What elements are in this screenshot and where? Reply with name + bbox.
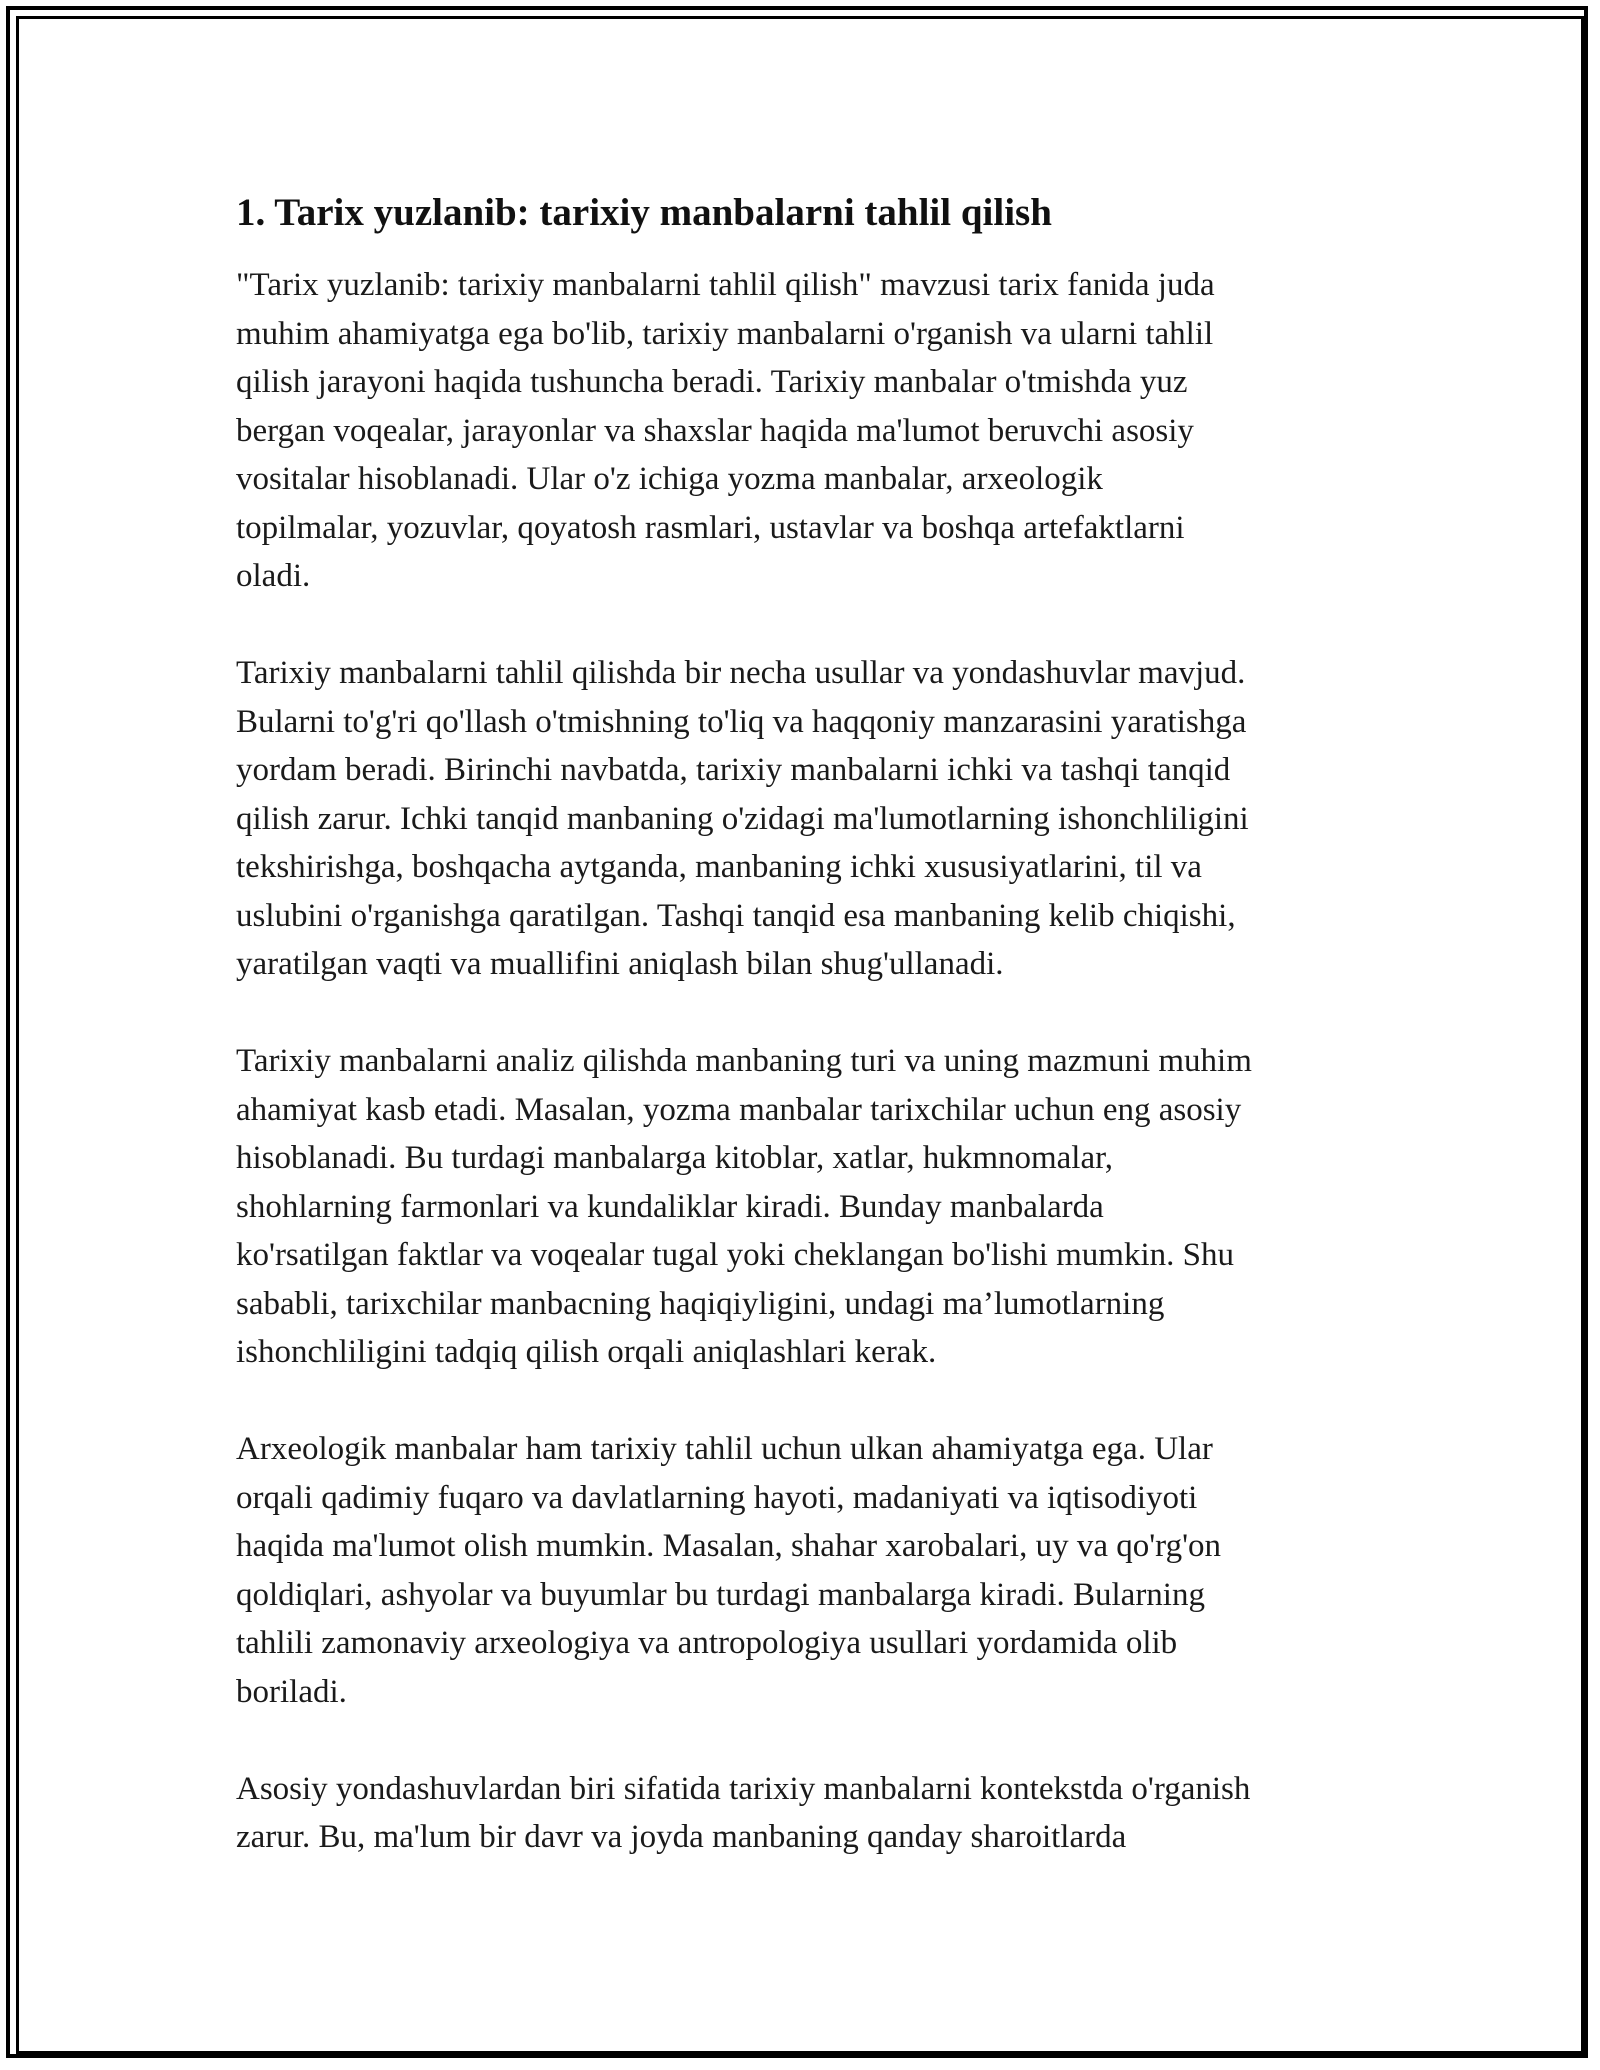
text-line: hisoblanadi. Bu turdagi manbalarga kitoblar, xatlar, hukmnomalar, xyxy=(236,1140,1114,1176)
text-line: Asosiy yondashuvlardan biri sifatida tarixiy manbalarni kontekstda o'rganish xyxy=(236,1770,1251,1807)
text-line: ishonchliligini tadqiq qilish orqali aniqlashlari kerak. xyxy=(236,1334,937,1370)
text-line: orqali qadimiy fuqaro va davlatlarning hayoti, madaniyati va iqtisodiyoti xyxy=(236,1479,1198,1516)
text-line: shohlarning farmonlari va kundaliklar kiradi. Bunday manbalarda xyxy=(236,1188,1104,1225)
text-line: oladi. xyxy=(236,558,311,594)
text-line: sababli, tarixchilar manbacning haqiqiyligini, undagi ma’lumotlarning xyxy=(236,1285,1165,1322)
paragraph-4 xyxy=(236,1425,1376,1716)
text-line: Arxeologik manbalar ham tarixiy tahlil uchun ulkan ahamiyatga ega. Ular xyxy=(236,1431,1213,1467)
paragraph-1 xyxy=(236,261,1376,601)
text-line: ahamiyat kasb etadi. Masalan, yozma manbalar tarixchilar uchun eng asosiy xyxy=(236,1091,1242,1128)
text-line: ko'rsatilgan faktlar va voqealar tugal yoki cheklangan bo'lishi mumkin. Shu xyxy=(236,1237,1234,1273)
text-line: tahlili zamonaviy arxeologiya va antropologiya usullari yordamida olib xyxy=(236,1625,1178,1661)
paragraph-2 xyxy=(236,649,1376,989)
text-line: bergan voqealar, jarayonlar va shaxslar haqida ma'lumot beruvchi asosiy xyxy=(236,412,1194,449)
text-line: yordam beradi. Birinchi navbatda, tarixiy manbalarni ichki va tashqi tanqid xyxy=(236,752,1231,788)
text-line: topilmalar, yozuvlar, qoyatosh rasmlari, ustavlar va boshqa artefaktlarni xyxy=(236,509,1185,546)
text-line: qilish zarur. Ichki tanqid manbaning o'zidagi ma'lumotlarning ishonchliligini xyxy=(236,800,1249,837)
text-line: boriladi. xyxy=(236,1673,347,1710)
document-body xyxy=(236,185,1376,1910)
section-heading: 1. Tarix yuzlanib: tarixiy manbalarni tahlil qilish xyxy=(236,191,1052,234)
text-line: muhim ahamiyatga ega bo'lib, tarixiy manbalarni o'rganish va ularni tahlil xyxy=(236,315,1214,352)
text-line: yaratilgan vaqti va muallifini aniqlash bilan shug'ullanadi. xyxy=(236,946,1004,982)
text-line: haqida ma'lumot olish mumkin. Masalan, shahar xarobalari, uy va qo'rg'on xyxy=(236,1528,1222,1564)
text-line: "Tarix yuzlanib: tarixiy manbalarni tahlil qilish" mavzusi tarix fanida juda xyxy=(236,267,1215,303)
text-line: zarur. Bu, ma'lum bir davr va joyda manbaning qanday sharoitlarda xyxy=(236,1819,1127,1855)
text-line: Tarixiy manbalarni analiz qilishda manbaning turi va uning mazmuni muhim xyxy=(236,1043,1252,1079)
text-line: qoldiqlari, ashyolar va buyumlar bu turdagi manbalarga kiradi. Bularning xyxy=(236,1576,1205,1613)
text-line: tekshirishga, boshqacha aytganda, manbaning ichki xususiyatlarini, til va xyxy=(236,849,1202,885)
text-line: Bularni to'g'ri qo'llash o'tmishning to'liq va haqqoniy manzarasini yaratishga xyxy=(236,703,1247,740)
text-line: uslubini o'rganishga qaratilgan. Tashqi tanqid esa manbaning kelib chiqishi, xyxy=(236,897,1236,934)
text-line: qilish jarayoni haqida tushuncha beradi. Tarixiy manbalar o'tmishda yuz xyxy=(236,364,1188,400)
paragraph-3 xyxy=(236,1037,1376,1377)
paragraph-5 xyxy=(236,1765,1376,1862)
text-line: vositalar hisoblanadi. Ular o'z ichiga yozma manbalar, arxeologik xyxy=(236,461,1103,497)
text-line: Tarixiy manbalarni tahlil qilishda bir necha usullar va yondashuvlar mavjud. xyxy=(236,655,1246,691)
